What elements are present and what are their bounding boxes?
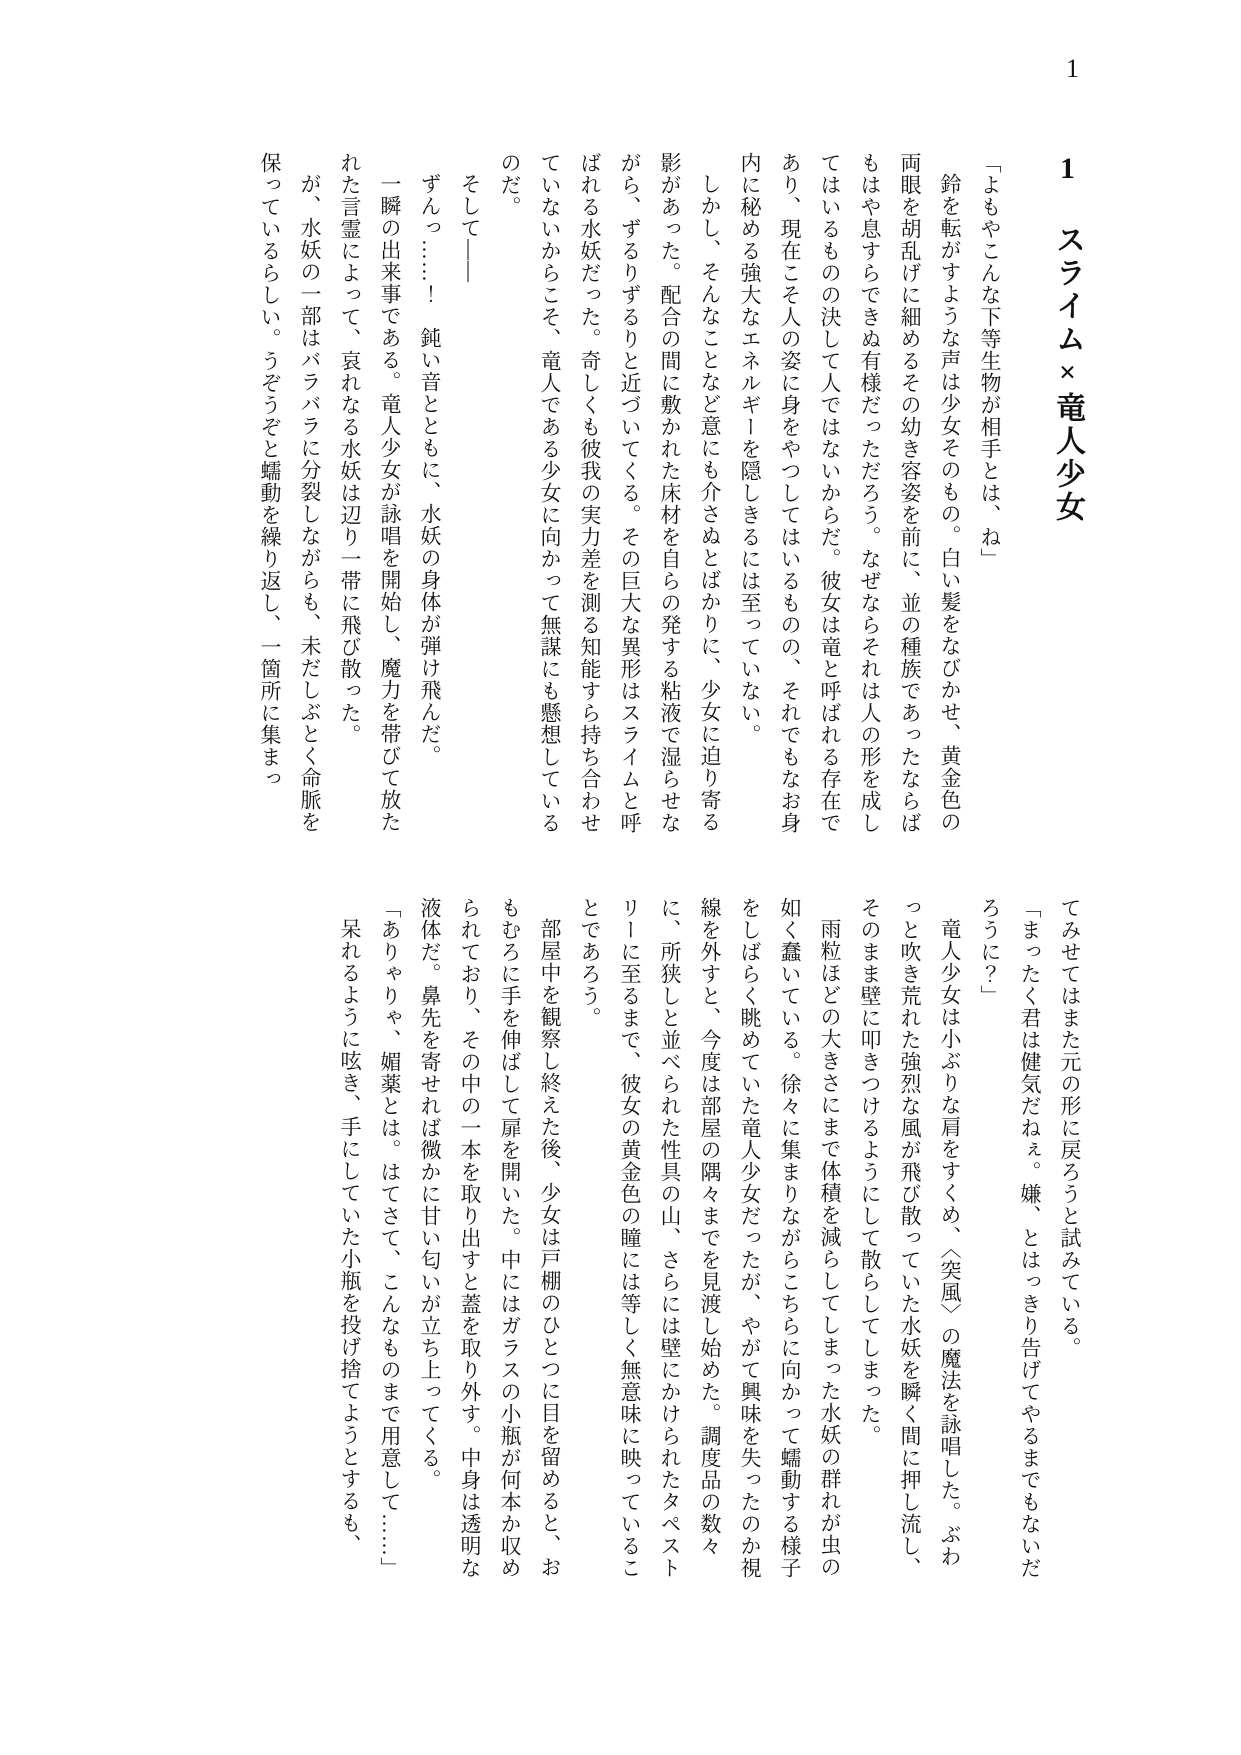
paragraph-soshite: そして―― — [458, 173, 482, 283]
paragraph-burst: ずんっ……！ 鈍い音とともに、水妖の身体が弾け飛んだ。 — [418, 173, 442, 767]
paragraph-dialogue-biyaku: 「ありゃりゃ、媚薬とは。はてさて、こんなものまで用意して……」 — [378, 897, 402, 1579]
paragraph-gust-spell: 竜人少女は小ぶりな肩をすくめ、〈突風〉の魔法を詠唱した。ぶわっと吹き荒れた強烈な風が飛び散っていた水妖を瞬く間に押し流し、そのまま壁に叩きつけるようにして散らしてしまった。 — [858, 897, 962, 1579]
paragraph-incantation: 一瞬の出来事である。竜人少女が詠唱を開始し、魔力を帯びて放たれた言霊によって、哀れなる水妖は辺り一帯に飛び散った。 — [338, 152, 402, 833]
chapter-title: 1 スライム×竜人少女 — [1051, 152, 1084, 524]
page-number: 1 — [1066, 54, 1079, 83]
top-text-block — [250, 152, 1090, 836]
paragraph-split-slime: が、水妖の一部はバラバラに分裂しながらも、未だしぶとく命脈を保っているらしい。うぞうぞと蠕動を繰り返し、一箇所に集まっ — [258, 152, 322, 833]
bottom-text-block — [330, 897, 1090, 1589]
paragraph-dialogue-kenage: 「まったく君は健気だねぇ。嫌、とはっきり告げてやるまでもないだろうに？」 — [978, 897, 1042, 1579]
paragraph-cupboard-vial: 部屋中を観察し終えた後、少女は戸棚のひとつに目を留めると、おもむろに手を伸ばして扉を開いた。中にはガラスの小瓶が何本か収められており、その中の一本を取り出すと蓋を取り外す。中身は透明な液体だ。鼻先を寄せれば微かに甘い匂いが立ち上ってくる。 — [418, 897, 562, 1579]
paragraph-girl-description: 鈴を転がすような声は少女そのもの。白い髪をなびかせ、黄金色の両眼を胡乱げに細めるその幼き容姿を前に、並の種族であったならばもはや息すらできぬ有様だっただろう。なぜならそれは人の形を成してはいるものの決して人ではないからだ。彼女は竜と呼ばれる存在であり、現在こそ人の姿に身をやつしてはいるものの、それでもなお身内に秘める強大なエネルギーを隠しきるには至っていない。 — [738, 152, 962, 834]
paragraph-discard-vial: 呆れるように呟き、手にしていた小瓶を投げ捨てようとするも、 — [338, 918, 362, 1556]
paragraph-reform-attempt: てみせてはまた元の形に戻ろうと試みている。 — [1058, 897, 1082, 1359]
paragraph-opening-dialogue: 「よもやこんな下等生物が相手とは、ね」 — [978, 152, 1002, 570]
paragraph-slime-approach: しかし、そんなことなど意にも介さぬとばかりに、少女に迫り寄る影があった。配合の間に敷かれた床材を自らの発する粘液で湿らせながら、ずるりずるりと近づいてくる。その巨大な異形はスライムと呼ばれる水妖だった。奇しくも彼我の実力差を測る知能すら持ち合わせていないからこそ、竜人である少女に向かって無謀にも懸想しているのだ。 — [498, 152, 722, 834]
paragraph-room-survey: 雨粒ほどの大きさにまで体積を減らしてしまった水妖の群れが虫の如く蠢いている。徐々に集まりながらこちらに向かって蠕動する様子をしばらく眺めていた竜人少女だったが、やがて興味を失ったのか視線を外すと、今度は部屋の隅々までを見渡し始めた。調度品の数々に、所狭しと並べられた性具の山、さらには壁にかけられたタペストリーに至るまで、彼女の黄金色の瞳には等しく無意味に映っていることであろう。 — [578, 897, 842, 1579]
